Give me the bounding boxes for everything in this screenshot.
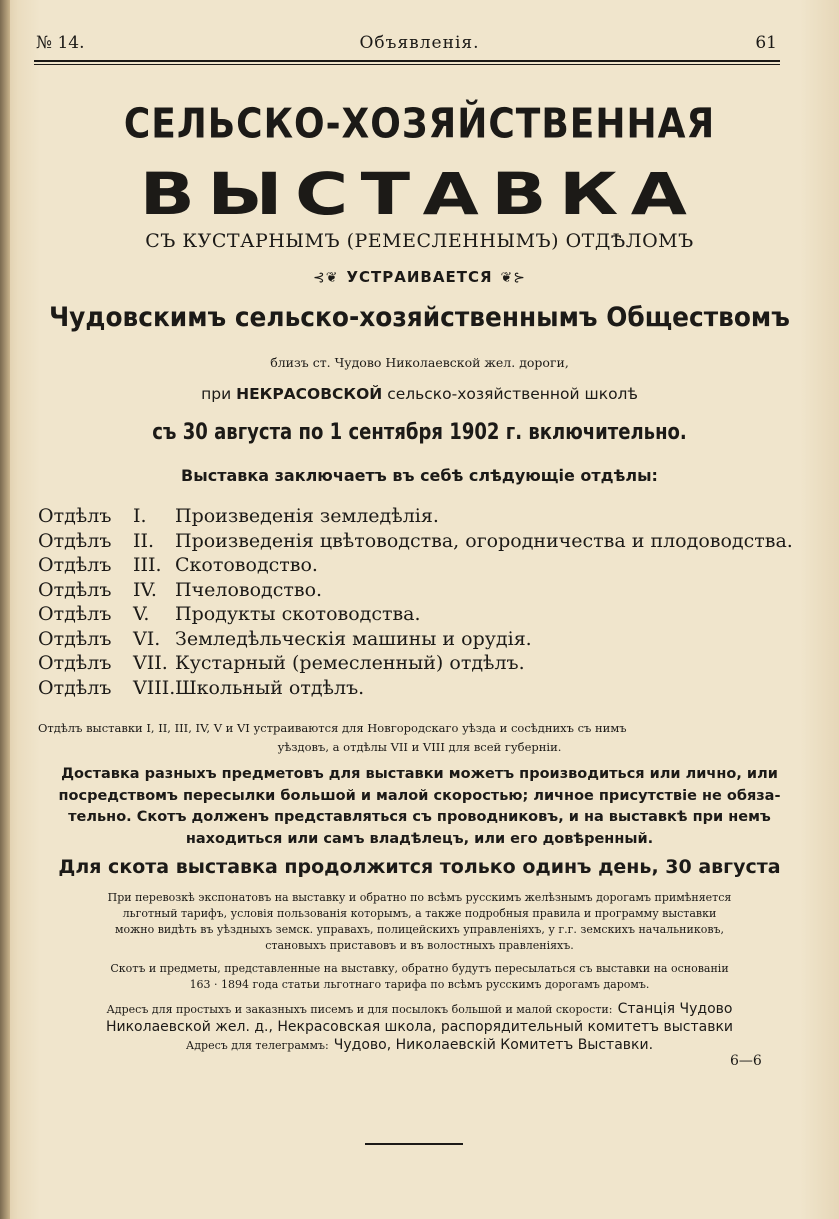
delivery-line-3: тельно. Скотъ долженъ представляться съ проводниковъ, и на выставкѣ при немъ — [68, 809, 771, 825]
return-line-2: 163 · 1894 года статьи льготнаго тарифа по всѣмъ русскимъ дорогамъ даромъ. — [189, 978, 650, 991]
issue-number: № 14. — [36, 33, 85, 53]
dept-name: Произведенія цвѣтоводства, огородничества и плодоводства. — [175, 529, 793, 552]
dept-word: Отдѣлъ — [38, 554, 112, 576]
ornament-right-icon: ❦⊱ — [500, 270, 526, 286]
school-suffix: сельско-хозяйственной школѣ — [387, 385, 638, 403]
dept-word: Отдѣлъ — [38, 676, 112, 699]
tariff-line-4: становыхъ приставовъ и въ волостныхъ правленіяхъ. — [265, 939, 574, 952]
tariff-line-2: льготный тарифъ, условія пользованія которымъ, а также подробныя правила и программу выставки — [122, 907, 717, 920]
dept-number: II. — [133, 529, 155, 552]
telegram-label: Адресъ для телеграммъ: — [185, 1039, 329, 1052]
footer-rule — [365, 1143, 463, 1145]
list-item — [38, 677, 798, 702]
tariff-line-1: При перевозкѣ экспонатовъ на выставку и обратно по всѣмъ русскимъ желѣзнымъ дорогамъ примѣняется — [107, 891, 732, 904]
dept-word: Отдѣлъ — [38, 529, 112, 552]
dept-name: Кустарный (ремесленный) отдѣлъ. — [175, 652, 525, 674]
dept-number: IV. — [133, 578, 157, 601]
dept-number: III. — [133, 554, 162, 576]
departments-note-line-1: Отдѣлъ выставки I, II, III, IV, V и VI устраиваются для Новгородскаго уѣзда и сосѣднихъ съ нимъ — [38, 721, 627, 735]
dept-name: Земледѣльческія машины и орудія. — [175, 627, 532, 650]
title-exhibition: ВЫСТАВКА — [139, 160, 700, 228]
dept-number: VIII. — [133, 676, 176, 699]
page-number: 61 — [755, 33, 777, 53]
dept-name: Произведенія земледѣлія. — [175, 505, 439, 527]
print-signature: 6—6 — [730, 1053, 762, 1069]
location-line: близъ ст. Чудово Николаевской жел. дороги, — [270, 355, 569, 370]
organized-label: УСТРАИВАЕТСЯ — [346, 268, 493, 286]
telegram-address: Чудово, Николаевскій Комитетъ Выставки. — [333, 1037, 654, 1053]
dept-number: VI. — [133, 627, 161, 650]
dept-word: Отдѣлъ — [38, 603, 112, 625]
dept-name: Школьный отдѣлъ. — [175, 676, 365, 699]
dept-word: Отдѣлъ — [38, 578, 112, 601]
dept-number: V. — [133, 603, 150, 625]
title-subtitle: СЪ КУСТАРНЫМЪ (РЕМЕСЛЕННЫМЪ) ОТДѢЛОМЪ — [145, 230, 694, 252]
cattle-notice: Для скота выставка продолжится только одинъ день, 30 августа — [58, 856, 781, 878]
title-line-1: СЕЛЬСКО-ХОЗЯЙСТВЕННАЯ — [123, 100, 716, 149]
dept-word: Отдѣлъ — [38, 505, 112, 527]
ornament-left-icon: ⊰❦ — [313, 270, 339, 286]
address-detail: Николаевской жел. д., Некрасовская школа, распорядительный комитетъ выставки — [105, 1019, 734, 1035]
society-name: Чудовскимъ сельско-хозяйственнымъ Обществомъ — [49, 302, 790, 333]
delivery-line-4: находиться или самъ владѣлецъ, или его довѣренный. — [185, 830, 654, 847]
school-prefix: при — [201, 385, 232, 403]
list-item — [38, 652, 798, 677]
list-item — [38, 628, 798, 653]
list-item — [38, 554, 798, 579]
school-name: НЕКРАСОВСКОЙ — [236, 385, 383, 403]
telegram-line — [0, 1034, 839, 1055]
header-rule-thin — [34, 64, 780, 65]
department-list — [38, 505, 798, 701]
delivery-line-1: Доставка разныхъ предметовъ для выставки можетъ производиться или лично, или — [61, 766, 778, 782]
dept-number: I. — [133, 505, 147, 527]
dept-name: Скотоводство. — [175, 554, 318, 576]
header-rule — [34, 60, 780, 62]
departments-note-line-2: уѣздовъ, а отдѣлы VII и VIII для всей губерніи. — [277, 740, 562, 754]
dates-line: съ 30 августа по 1 сентября 1902 г. включительно. — [152, 420, 687, 445]
return-line-1: Скотъ и предметы, представленные на выставку, обратно будутъ пересылаться съ выставки на основаніи — [110, 962, 729, 975]
tariff-line-3: можно видѣть въ уѣздныхъ земск. управахъ, полицейскихъ управленіяхъ, у г.г. земскихъ начальниковъ, — [114, 923, 725, 936]
list-item — [38, 530, 798, 555]
delivery-line-2: посредствомъ пересылки большой и малой скоростью; личное присутствіе не обяза- — [58, 787, 781, 804]
list-item — [38, 505, 798, 530]
dept-word: Отдѣлъ — [38, 627, 112, 650]
list-item — [38, 579, 798, 604]
section-title: Объявленія. — [359, 33, 480, 53]
dept-name: Продукты скотоводства. — [175, 603, 421, 625]
dept-number: VII. — [133, 652, 168, 674]
address-label: Адресъ для простыхъ и заказныхъ писемъ и для посылокъ большой и малой скорости: — [106, 1003, 613, 1016]
dept-word: Отдѣлъ — [38, 652, 112, 674]
address-station: Станція Чудово — [617, 1001, 733, 1017]
departments-intro: Выставка заключаетъ въ себѣ слѣдующіе отдѣлы: — [181, 466, 658, 485]
school-line — [0, 385, 839, 403]
list-item — [38, 603, 798, 628]
dept-name: Пчеловодство. — [175, 578, 323, 601]
organized-by-line — [0, 268, 839, 286]
